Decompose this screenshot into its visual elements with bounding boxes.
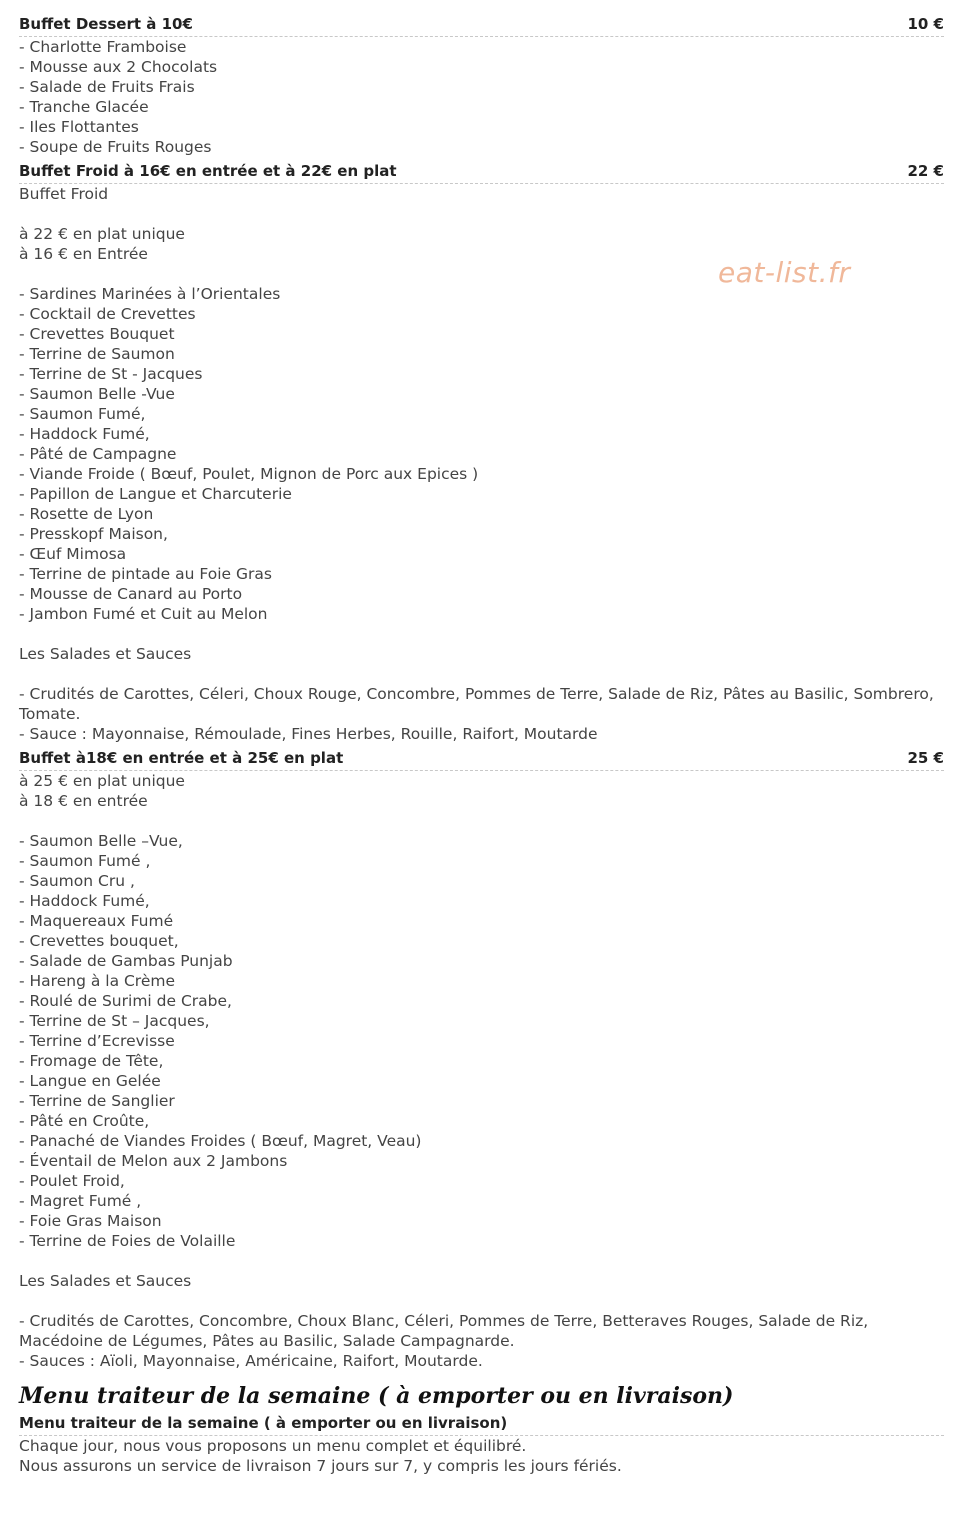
menu-item-title: Buffet à18€ en entrée et à 25€ en plat (19, 749, 344, 767)
description-line: - Roulé de Surimi de Crabe, (19, 992, 232, 1010)
menu-item-traiteur-semaine (19, 1411, 944, 1476)
menu-item-description (19, 771, 944, 1371)
description-line: Nous assurons un service de livraison 7 jours sur 7, y compris les jours fériés. (19, 1457, 622, 1475)
description-line: - Papillon de Langue et Charcuterie (19, 485, 292, 503)
description-line: - Terrine d’Ecrevisse (19, 1032, 175, 1050)
menu-item-title: Menu traiteur de la semaine ( à emporter ou en livraison) (19, 1414, 508, 1432)
description-line (19, 624, 944, 644)
menu-item-price: 25 € (907, 749, 944, 767)
description-line: - Sauce : Mayonnaise, Rémoulade, Fines Herbes, Rouille, Raifort, Moutarde (19, 725, 598, 743)
description-line: - Hareng à la Crème (19, 972, 176, 990)
description-line: - Rosette de Lyon (19, 505, 154, 523)
description-line: Buffet Froid (19, 185, 109, 203)
description-line: - Terrine de Saumon (19, 345, 175, 363)
description-line: - Haddock Fumé, (19, 892, 150, 910)
description-line: - Tranche Glacée (19, 98, 149, 116)
description-line (19, 204, 944, 224)
description-line: - Terrine de Sanglier (19, 1092, 175, 1110)
description-line: - Crudités de Carottes, Céleri, Choux Rouge, Concombre, Pommes de Terre, Salade de Riz, Pâtes au Basilic, Sombrero, Tomate. (19, 685, 939, 723)
menu-item-header (19, 159, 944, 184)
description-line: - Presskopf Maison, (19, 525, 168, 543)
description-line: - Saumon Cru , (19, 872, 135, 890)
description-line: - Soupe de Fruits Rouges (19, 138, 212, 156)
description-line: - Jambon Fumé et Cuit au Melon (19, 605, 268, 623)
description-line: - Salade de Fruits Frais (19, 78, 195, 96)
menu-item-price: 22 € (907, 162, 944, 180)
description-line: Les Salades et Sauces (19, 1272, 192, 1290)
menu-item-buffet-froid (19, 159, 944, 744)
description-line (19, 1291, 944, 1311)
description-line: - Crudités de Carottes, Concombre, Choux Blanc, Céleri, Pommes de Terre, Betteraves Rouges, Salade de Riz, Macédoine de Légumes, Pâtes au Basilic, Salade Campagnarde. (19, 1312, 874, 1350)
description-line: à 22 € en plat unique (19, 225, 185, 243)
description-line: - Crevettes bouquet, (19, 932, 179, 950)
description-line: - Œuf Mimosa (19, 545, 127, 563)
menu-item-title: Buffet Froid à 16€ en entrée et à 22€ en plat (19, 162, 397, 180)
menu-item-description (19, 1436, 944, 1476)
menu-item-price: 10 € (907, 15, 944, 33)
menu-item-description (19, 184, 944, 744)
description-line: à 18 € en entrée (19, 792, 148, 810)
description-line (19, 1251, 944, 1271)
description-line: - Langue en Gelée (19, 1072, 161, 1090)
description-line: - Mousse de Canard au Porto (19, 585, 243, 603)
description-line: - Sauces : Aïoli, Mayonnaise, Américaine, Raifort, Moutarde. (19, 1352, 483, 1370)
description-line: - Poulet Froid, (19, 1172, 125, 1190)
description-line: - Mousse aux 2 Chocolats (19, 58, 218, 76)
description-line: - Saumon Fumé, (19, 405, 146, 423)
description-line: - Salade de Gambas Punjab (19, 952, 233, 970)
description-line: - Crevettes Bouquet (19, 325, 175, 343)
description-line: - Pâté de Campagne (19, 445, 177, 463)
description-line: - Viande Froide ( Bœuf, Poulet, Mignon de Porc aux Epices ) (19, 465, 479, 483)
description-line: - Maquereaux Fumé (19, 912, 174, 930)
menu-item-buffet-dessert (19, 12, 944, 157)
watermark-text: eat-list.fr (718, 256, 851, 289)
description-line: - Foie Gras Maison (19, 1212, 162, 1230)
description-line: - Terrine de Foies de Volaille (19, 1232, 236, 1250)
menu-item-header (19, 1411, 944, 1436)
description-line: - Saumon Belle -Vue (19, 385, 175, 403)
description-line: - Éventail de Melon aux 2 Jambons (19, 1152, 288, 1170)
description-line: - Haddock Fumé, (19, 425, 150, 443)
menu-page (19, 12, 944, 1478)
description-line (19, 264, 944, 284)
menu-item-buffet-18-25 (19, 746, 944, 1371)
description-line: - Terrine de St – Jacques, (19, 1012, 210, 1030)
description-line: - Magret Fumé , (19, 1192, 142, 1210)
description-line: - Saumon Belle –Vue, (19, 832, 183, 850)
description-line: - Cocktail de Crevettes (19, 305, 196, 323)
description-line: - Sardines Marinées à l’Orientales (19, 285, 281, 303)
menu-item-title: Buffet Dessert à 10€ (19, 15, 193, 33)
description-line: - Saumon Fumé , (19, 852, 151, 870)
menu-item-description (19, 37, 944, 157)
description-line: - Charlotte Framboise (19, 38, 187, 56)
description-line (19, 811, 944, 831)
description-line: Chaque jour, nous vous proposons un menu complet et équilibré. (19, 1437, 527, 1455)
description-line: à 16 € en Entrée (19, 245, 148, 263)
description-line: Les Salades et Sauces (19, 645, 192, 663)
description-line: - Pâté en Croûte, (19, 1112, 150, 1130)
description-line: - Terrine de St - Jacques (19, 365, 203, 383)
section-title: Menu traiteur de la semaine ( à emporter ou en livraison) (19, 1383, 734, 1409)
description-line: - Fromage de Tête, (19, 1052, 164, 1070)
description-line: - Terrine de pintade au Foie Gras (19, 565, 272, 583)
menu-item-header (19, 746, 944, 771)
description-line: - Panaché de Viandes Froides ( Bœuf, Magret, Veau) (19, 1132, 422, 1150)
menu-item-header (19, 12, 944, 37)
description-line: - Iles Flottantes (19, 118, 139, 136)
description-line (19, 664, 944, 684)
description-line: à 25 € en plat unique (19, 772, 185, 790)
